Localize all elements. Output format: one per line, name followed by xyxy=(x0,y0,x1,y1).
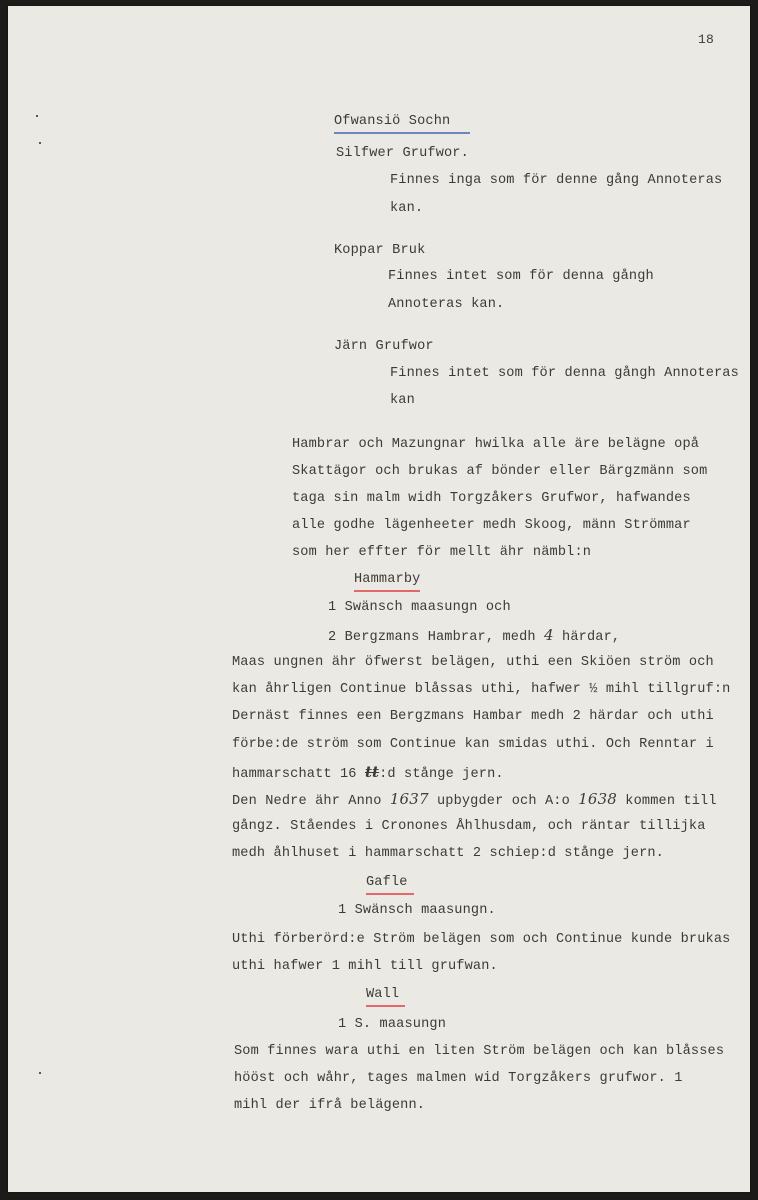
margin-mark xyxy=(39,1072,41,1074)
body-line: uthi hafwer 1 mihl till grufwan. xyxy=(232,959,498,974)
hammarby-heading: Hammarby xyxy=(354,572,420,592)
handwritten-mark: tt xyxy=(364,763,380,781)
body-line: Som finnes wara uthi en liten Ström belägen och kan blåsses xyxy=(234,1044,725,1059)
gafle-item: 1 Swänsch maasungn. xyxy=(338,903,496,918)
body-line: hammarschatt 16 tt:d stånge jern. xyxy=(232,763,504,782)
gafle-heading: Gafle xyxy=(366,875,414,895)
intro-line: som her effter för mellt ähr nämbl:n xyxy=(292,545,592,560)
intro-line: Hambrar och Mazungnar hwilka alle äre belägne opå xyxy=(292,437,700,452)
intro-line: alle godhe lägenheeter medh Skoog, männ Strömmar xyxy=(292,518,691,533)
margin-mark xyxy=(39,142,41,144)
body-line: förbe:de ström som Continue kan smidas uthi. Och Renntar i xyxy=(232,737,714,752)
body-line: gångz. Ståendes i Cronones Åhlhusdam, och räntar tillijka xyxy=(232,819,706,834)
fraction: ½ xyxy=(589,682,598,697)
silver-text: kan. xyxy=(390,201,424,216)
intro-line: Skattägor och brukas af bönder eller Bärgzmänn som xyxy=(292,464,708,479)
intro-line: taga sin malm widh Torgzåkers Grufwor, hafwandes xyxy=(292,491,691,506)
wall-heading: Wall xyxy=(366,987,405,1007)
copper-title: Koppar Bruk xyxy=(334,243,426,258)
silver-text: Finnes inga som för denne gång Annoteras xyxy=(390,173,723,188)
body-line: hööst och wåhr, tages malmen wid Torgzåkers grufwor. 1 xyxy=(234,1071,683,1086)
copper-text: Finnes intet som för denna gångh xyxy=(388,269,654,284)
document-page xyxy=(8,6,750,1192)
hammarby-item: 1 Swänsch maasungn och xyxy=(328,600,511,615)
iron-text: Finnes intet som för denna gångh Annoteras xyxy=(390,366,739,381)
hammarby-item: 2 Bergzmans Hambrar, medh 4 härdar, xyxy=(328,626,621,645)
iron-text: kan xyxy=(390,393,415,408)
body-line: medh åhlhuset i hammarschatt 2 schiep:d stånge jern. xyxy=(232,846,664,861)
body-line: kan åhrligen Continue blåssas uthi, hafwer ½ mihl tillgruf:n xyxy=(232,682,731,697)
body-line: Uthi förberörd:e Ström belägen som och Continue kunde brukas xyxy=(232,932,731,947)
margin-mark xyxy=(36,115,38,117)
body-line: Dernäst finnes een Bergzmans Hambar medh 2 härdar och uthi xyxy=(232,709,714,724)
body-line: Maas ungnen ähr öfwerst belägen, uthi een Skiöen ström och xyxy=(232,655,714,670)
page-number: 18 xyxy=(698,32,714,47)
wall-item: 1 S. maasungn xyxy=(338,1017,446,1032)
handwritten-number: 4 xyxy=(544,626,554,644)
silver-title: Silfwer Grufwor. xyxy=(336,146,469,161)
body-line: Den Nedre ähr Anno 1637 upbygder och A:o 1638 kommen till xyxy=(232,790,717,809)
handwritten-year: 1638 xyxy=(578,790,617,808)
page-heading: Ofwansiö Sochn xyxy=(334,114,470,134)
copper-text: Annoteras kan. xyxy=(388,297,505,312)
iron-title: Järn Grufwor xyxy=(334,339,434,354)
body-line: mihl der ifrå belägenn. xyxy=(234,1098,426,1113)
handwritten-year: 1637 xyxy=(389,790,429,808)
